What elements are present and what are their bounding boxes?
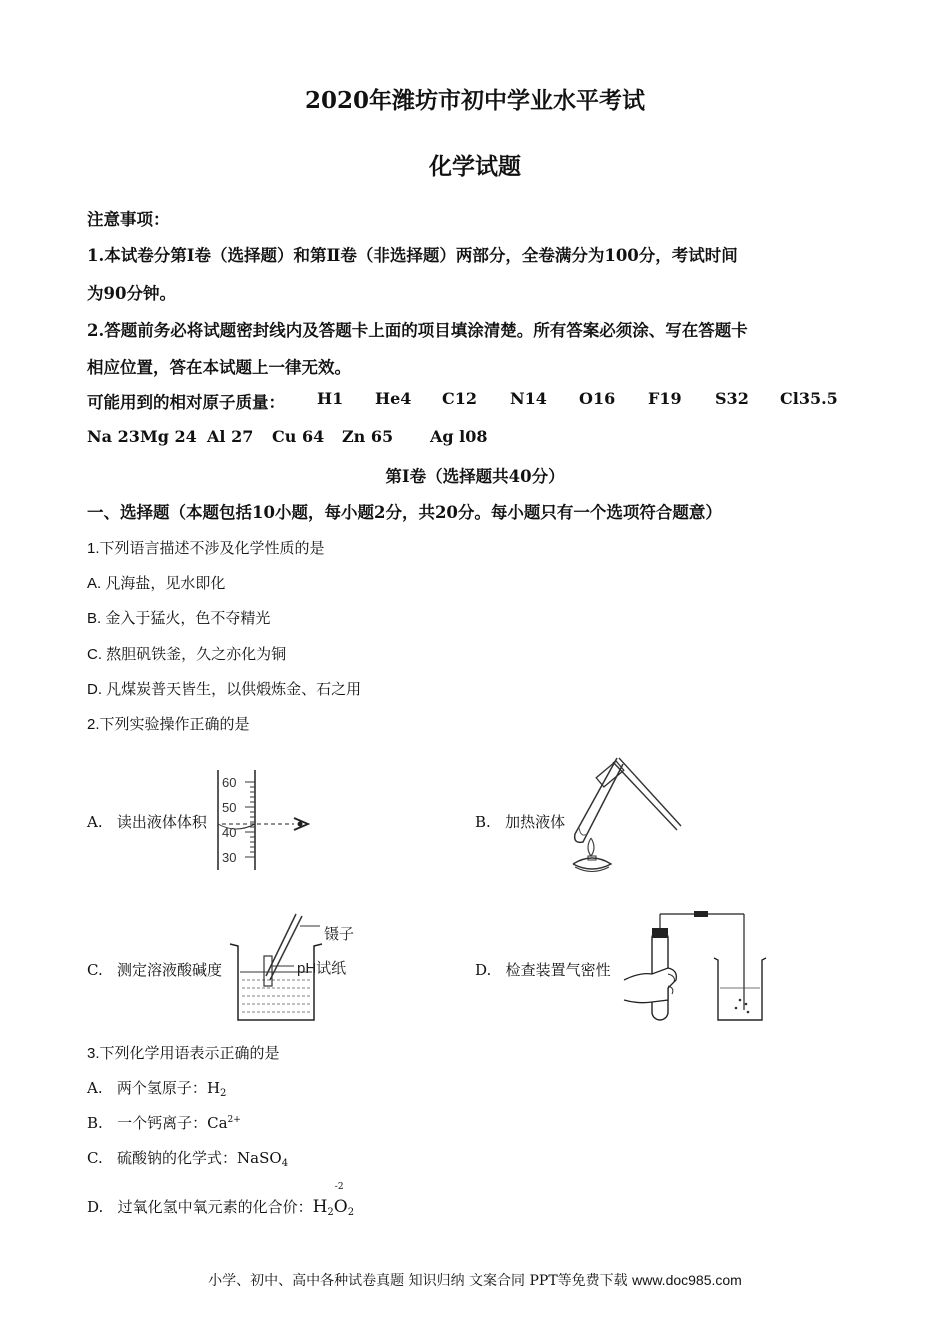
notice-heading: 注意事项： (87, 210, 170, 229)
q2-option-c-letter: C. (87, 961, 103, 979)
q3-option-b (87, 1112, 241, 1133)
atomic-mass-item: H1 (317, 389, 344, 408)
formula-naso4: NaSO$_4$ (237, 1149, 289, 1169)
q2-option-d-letter: D. (475, 961, 492, 979)
atomic-mass-item: Cu 64 (272, 427, 325, 446)
q2-option-a-text: 读出液体体积 (116, 813, 207, 831)
q2-stem: 2.下列实验操作正确的是 (87, 716, 250, 733)
cylinder-tick-label: 30 (222, 850, 237, 865)
q1-stem: 1.下列语言描述不涉及化学性质的是 (87, 540, 325, 557)
q2-option-b-text: 加热液体 (505, 813, 566, 831)
q3-option-c-text: 硫酸钠的化学式： (117, 1149, 238, 1167)
q3-option-a (87, 1077, 226, 1099)
q3-option-c-letter: C. (87, 1149, 103, 1167)
q3-option-b-text: 一个钙离子： (117, 1114, 208, 1132)
q3-option-c (87, 1147, 288, 1169)
atomic-mass-label: 可能用到的相对原子质量： (87, 393, 285, 412)
tweezers-label: 镊子 (324, 926, 355, 943)
notice-item1-line2: 为90分钟。 (87, 284, 176, 303)
formula-h2: $H_2$ (206, 1079, 227, 1099)
q2-option-b-letter: B. (475, 813, 491, 831)
atomic-mass-item: N14 (510, 389, 547, 408)
atomic-mass-item: Cl35.5 (780, 389, 838, 408)
cylinder-tick-label: 40 (222, 825, 237, 840)
part1-heading: 第Ⅰ卷（选择题共40分） (385, 467, 565, 486)
q1-option-c: C. 熬胆矾铁釜，久之亦化为铜 (87, 646, 287, 663)
atomic-mass-item: He4 (375, 389, 412, 408)
q3-stem: 3.下列化学用语表示正确的是 (87, 1045, 280, 1062)
notice-item1-line1: 1.本试卷分第Ⅰ卷（选择题）和第Ⅱ卷（非选择题）两部分，全卷满分为100分，考试时间 (87, 246, 738, 265)
atomic-mass-item: Zn 65 (342, 427, 394, 446)
atomic-mass-item: Ag l08 (430, 427, 488, 446)
q3-option-b-letter: B. (87, 1114, 103, 1132)
formula-ca-ion: $Ca^{2+}$ (207, 1114, 241, 1132)
footer-link[interactable]: www.doc985.com (632, 1272, 742, 1288)
exam-title: 2020年潍坊市初中学业水平考试 (304, 87, 645, 114)
q2-option-a-letter: A. (87, 813, 103, 831)
q3-option-a-text: 两个氢原子： (116, 1079, 207, 1097)
atomic-mass-item: Al 27 (207, 427, 254, 446)
q3-option-d (87, 1182, 355, 1218)
valence-mark: -2 (334, 1182, 344, 1192)
heating-test-tube-figure (535, 752, 685, 874)
q1-option-d: D. 凡煤炭普天皆生，以供煅炼金、石之用 (87, 681, 362, 698)
exam-subtitle: 化学试题 (429, 153, 521, 180)
section-title: 一、选择题（本题包括10小题，每小题2分，共20分。每小题只有一个选项符合题意） (87, 503, 722, 522)
notice-item2-line1: 2.答题前务必将试题密封线内及答题卡上面的项目填涂清楚。所有答案必须涂、写在答题卡 (87, 321, 748, 340)
atomic-mass-item: S32 (715, 389, 749, 408)
q2-option-d-text: 检查装置气密性 (505, 961, 611, 979)
q1-option-b: B. 金入于猛火，色不夺精光 (87, 610, 271, 627)
airtightness-figure (622, 908, 772, 1026)
formula-h2o2: $H_2$ -2 $O_2$ (312, 1182, 355, 1218)
q3-option-d-text: 过氧化氢中氧元素的化合价： (117, 1198, 313, 1216)
atomic-mass-item: Mg 24 (140, 427, 197, 446)
atomic-mass-item: C12 (442, 389, 477, 408)
q1-option-a: A. 凡海盐，见水即化 (87, 575, 226, 592)
atomic-mass-item: F19 (648, 389, 682, 408)
q2-option-d-label (475, 959, 611, 980)
cylinder-tick-label: 50 (222, 800, 237, 815)
q2-option-c-text: 测定溶液酸碱度 (117, 961, 223, 979)
q3-option-d-letter: D. (87, 1198, 104, 1216)
notice-item2-line2: 相应位置，答在本试题上一律无效。 (87, 358, 351, 377)
q2-option-a-label (87, 811, 207, 832)
atomic-mass-item: O16 (579, 389, 616, 408)
footer-text: 小学、初中、高中各种试卷真题 知识归纳 文案合同 PPT等免费下载 (208, 1273, 628, 1289)
q3-option-a-letter: A. (87, 1079, 103, 1097)
q2-option-c-label (87, 959, 222, 980)
graduated-cylinder-figure (212, 768, 322, 873)
atomic-mass-item: Na 23 (87, 427, 140, 446)
ph-test-figure (228, 908, 378, 1026)
page-footer (0, 1270, 950, 1290)
cylinder-tick-label: 60 (222, 775, 237, 790)
ph-paper-label: pH试纸 (297, 960, 347, 977)
